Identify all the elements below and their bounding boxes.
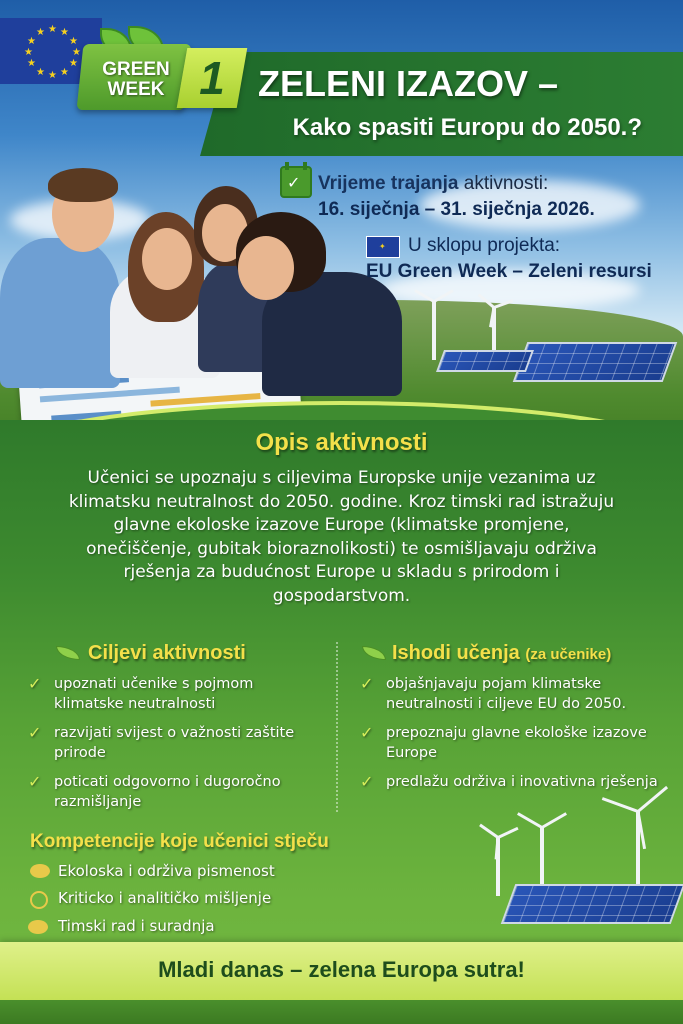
competency-item: Timski rad i suradnja bbox=[58, 917, 215, 935]
list-item-text: objašnjavaju pojam klimatske neutralnosti i ciljeve EU do 2050. bbox=[386, 676, 627, 712]
check-icon: ✓ bbox=[360, 674, 374, 693]
check-icon: ✓ bbox=[28, 674, 42, 693]
outcomes-title-note: (za učenike) bbox=[525, 646, 612, 663]
solar-panel bbox=[436, 350, 534, 372]
competencies-title: Kompetencije koje učenici stječu bbox=[30, 831, 329, 852]
duration-label-rest: aktivnosti: bbox=[458, 173, 549, 194]
number-badge-text: 1 bbox=[199, 52, 225, 104]
column-divider bbox=[336, 642, 338, 812]
solar-panel bbox=[513, 342, 678, 382]
check-icon: ✓ bbox=[28, 772, 42, 791]
page-title: ZELENI IZAZOV – bbox=[258, 63, 559, 104]
lightbulb-icon bbox=[30, 891, 48, 909]
duration-label-bold: Vrijeme trajanja bbox=[318, 173, 459, 194]
duration-dates: 16. siječnja – 31. siječnja 2026. bbox=[318, 199, 595, 220]
eu-flag-small-icon: ✦ bbox=[366, 236, 400, 258]
list-item-text: poticati odgovorno i dugoročno razmišljanje bbox=[54, 774, 281, 810]
list-item-text: prepoznaju glavne ekološke izazove Europe bbox=[386, 725, 647, 761]
list-item bbox=[358, 723, 674, 763]
check-icon: ✓ bbox=[360, 723, 374, 742]
goals-title: Ciljevi aktivnosti bbox=[88, 642, 246, 664]
list-item-text: upoznati učenike s pojmom klimatske neutralnosti bbox=[54, 676, 254, 712]
outcomes-title-main: Ishodi učenja bbox=[392, 642, 520, 664]
competency-item: Ekoloska i održiva pismenost bbox=[58, 862, 275, 880]
green-week-logo-text: GREEN WEEK bbox=[102, 59, 170, 100]
grass-strip bbox=[0, 1000, 683, 1024]
eu-flag-icon: ★ ★ ★ ★ ★ ★ ★ ★ ★ ★ ★ ★ bbox=[0, 18, 102, 84]
list-item bbox=[26, 772, 326, 812]
list-item bbox=[358, 674, 674, 714]
duration-label bbox=[318, 172, 678, 196]
check-icon: ✓ bbox=[28, 723, 42, 742]
list-item bbox=[26, 674, 326, 714]
solar-panel bbox=[501, 884, 683, 924]
calendar-icon: ✓ bbox=[280, 166, 312, 198]
leaf-icon bbox=[30, 864, 50, 878]
goals-list bbox=[26, 674, 326, 821]
project-name: EU Green Week – Zeleni resursi bbox=[366, 261, 652, 282]
footer-slogan: Mladi danas – zelena Europa sutra! bbox=[158, 957, 525, 982]
page-subtitle: Kako spasiti Europu do 2050.? bbox=[292, 114, 642, 141]
list-item bbox=[26, 723, 326, 763]
description-title: Opis aktivnosti bbox=[255, 429, 428, 456]
handshake-icon bbox=[28, 920, 48, 934]
description-text: Učenici se upoznaju s ciljevima Europske unije vezanima uz klimatsku neutralnost do 2050. godine. Kroz timski rad istražuju glavne ekoloske izazove Europe (klimatske promjene, onečiščenje, gubitak bioraznolikosti) te osmišljavaju održiva rješenja za budućnost Europe u skladu s prirodom i gospodarstvom. bbox=[68, 468, 615, 606]
list-item-text: predlažu održiva i inovativna rješenja bbox=[386, 774, 658, 790]
outcomes-list bbox=[358, 674, 674, 801]
list-item bbox=[358, 772, 674, 792]
competency-item: Kriticko i analitičko mišljenje bbox=[58, 889, 272, 907]
outcomes-title bbox=[392, 640, 682, 668]
list-item-text: razvijati svijest o važnosti zaštite prirode bbox=[54, 725, 295, 761]
project-label: U sklopu projekta: bbox=[408, 235, 561, 256]
check-icon: ✓ bbox=[360, 772, 374, 791]
